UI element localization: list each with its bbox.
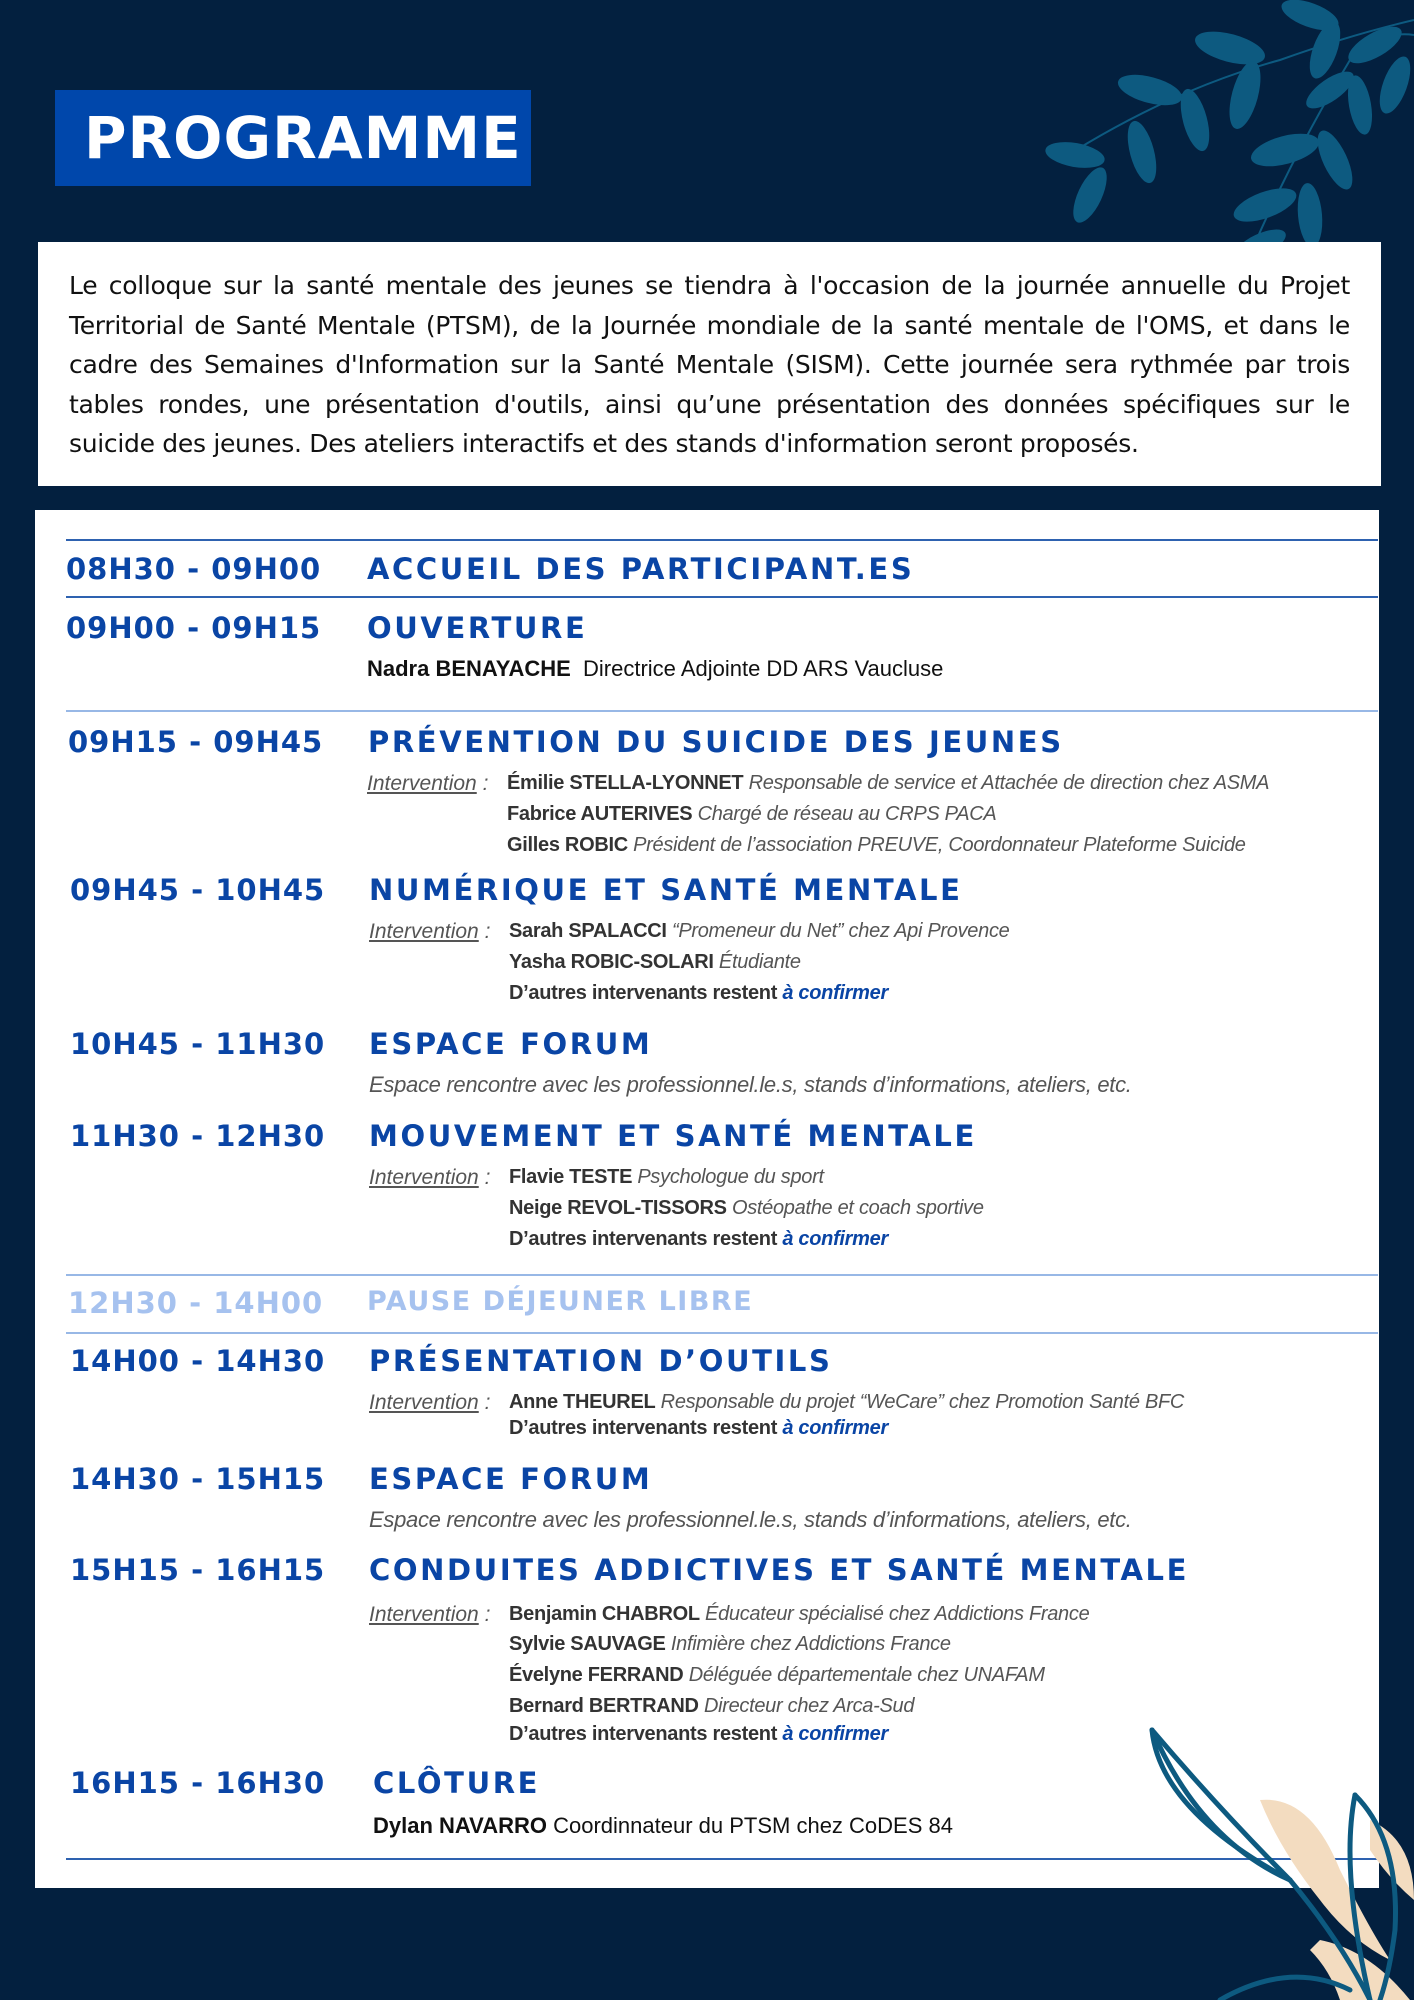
divider: [66, 1332, 1378, 1334]
others-to-confirm: D’autres intervenants restent à confirmer: [509, 982, 888, 1004]
speaker-role: Responsable de service et Attachée de direction chez ASMA: [748, 772, 1270, 794]
intervention-label: Intervention :: [367, 772, 489, 795]
speaker-role: Directeur chez Arca-Sud: [703, 1695, 915, 1717]
speaker-role: Déléguée départementale chez UNAFAM: [688, 1664, 1045, 1686]
speaker-name: Évelyne FERRAND: [509, 1664, 684, 1686]
speaker-role: Étudiante: [718, 951, 801, 973]
speaker: [509, 1633, 951, 1656]
intro-text: Le colloque sur la santé mentale des jeunes se tiendra à l'occasion de la journée annuelle du Projet Territorial de Santé Mentale (PTSM), de la Journée mondiale de la santé mentale de l'OMS, et dans le cadre des Semaines d'Information sur la Santé Mentale (SISM). Cette journée sera rythmée par trois tables rondes, une présentation d'outils, ainsi qu’une présentation des données spécifiques sur le suicide des jeunes. Des ateliers interactifs et des stands d'information seront proposés.: [69, 271, 1350, 458]
session-title: PAUSE DÉJEUNER LIBRE: [367, 1286, 754, 1317]
session-time: 09H15 - 09H45: [68, 725, 324, 759]
speaker-role: Président de l’association PREUVE, Coordonnateur Plateforme Suicide: [633, 834, 1246, 856]
speaker-name: Sarah SPALACCI: [509, 920, 667, 942]
speaker: [507, 834, 1246, 857]
session-title: PRÉSENTATION D’OUTILS: [369, 1344, 833, 1378]
divider: [66, 1274, 1378, 1276]
session-title: ESPACE FORUM: [369, 1027, 653, 1061]
speaker: [507, 772, 1269, 795]
session-time: 09H00 - 09H15: [66, 611, 322, 645]
session-title: ACCUEIL DES PARTICIPANT.ES: [367, 552, 915, 586]
speaker-role: Coordinnateur du PTSM chez CoDES 84: [553, 1813, 953, 1838]
speaker-name: Neige REVOL-TISSORS: [509, 1197, 727, 1219]
speaker: [509, 1391, 1184, 1414]
speaker-name: Gilles ROBIC: [507, 834, 628, 856]
speaker-role: Chargé de réseau au CRPS PACA: [697, 803, 997, 825]
speaker-role: Responsable du projet “WeCare” chez Promotion Santé BFC: [660, 1391, 1185, 1413]
session-time: 09H45 - 10H45: [70, 873, 326, 907]
speaker: [509, 951, 801, 974]
divider: [66, 596, 1378, 598]
session-time: 14H30 - 15H15: [70, 1462, 326, 1496]
speaker-role: Ostéopathe et coach sportive: [731, 1197, 984, 1219]
session-title: CONDUITES ADDICTIVES ET SANTÉ MENTALE: [369, 1553, 1190, 1587]
speaker-name: Nadra BENAYACHE: [367, 656, 571, 681]
programme-title-banner: [55, 90, 531, 186]
speaker-role: “Promeneur du Net” chez Api Provence: [671, 920, 1010, 942]
speaker-name: Yasha ROBIC-SOLARI: [509, 951, 714, 973]
others-to-confirm: D’autres intervenants restent à confirmer: [509, 1723, 888, 1745]
intervention-label: Intervention :: [369, 1603, 491, 1626]
divider: [66, 710, 1378, 712]
to-confirm-text: à confirmer: [782, 1417, 888, 1439]
session-time: 14H00 - 14H30: [70, 1344, 326, 1378]
speaker-name: Émilie STELLA-LYONNET: [507, 772, 744, 794]
speaker-role: Éducateur spécialisé chez Addictions France: [705, 1603, 1090, 1625]
leaf-branch-decoration-icon: [1020, 0, 1414, 260]
intervention-label: Intervention :: [369, 1391, 491, 1414]
session-title: PRÉVENTION DU SUICIDE DES JEUNES: [368, 725, 1064, 759]
session-time: 08H30 - 09H00: [66, 552, 322, 586]
session-title: MOUVEMENT ET SANTÉ MENTALE: [369, 1119, 977, 1153]
speaker: [509, 1695, 914, 1718]
divider: [66, 1858, 1378, 1860]
speaker-name: Anne THEUREL: [509, 1391, 656, 1413]
session-title: NUMÉRIQUE ET SANTÉ MENTALE: [369, 873, 963, 907]
intervention-label: Intervention :: [369, 1166, 491, 1189]
schedule-card: [35, 510, 1379, 1888]
speaker-role: Infimière chez Addictions France: [670, 1633, 951, 1655]
session-time: 10H45 - 11H30: [70, 1027, 326, 1061]
speaker: [373, 1813, 953, 1839]
speaker-name: Bernard BERTRAND: [509, 1695, 699, 1717]
session-title: OUVERTURE: [367, 611, 588, 645]
speaker: [509, 1166, 824, 1189]
speaker: [509, 1197, 984, 1220]
speaker: [509, 920, 1009, 943]
to-confirm-text: à confirmer: [782, 1723, 888, 1745]
divider: [66, 539, 1378, 541]
session-time: 12H30 - 14H00: [68, 1286, 324, 1320]
speaker-name: Benjamin CHABROL: [509, 1603, 700, 1625]
session-description: Espace rencontre avec les professionnel.le.s, stands d’informations, ateliers, etc.: [369, 1072, 1132, 1097]
session-time: 16H15 - 16H30: [70, 1766, 326, 1800]
speaker-name: Sylvie SAUVAGE: [509, 1633, 666, 1655]
speaker-role: Directrice Adjointe DD ARS Vaucluse: [583, 656, 944, 681]
to-confirm-text: à confirmer: [782, 1228, 888, 1250]
speaker: [507, 803, 996, 826]
session-title: CLÔTURE: [373, 1766, 541, 1800]
speaker-name: Fabrice AUTERIVES: [507, 803, 693, 825]
speaker: [509, 1664, 1045, 1687]
session-title: ESPACE FORUM: [369, 1462, 653, 1496]
intro-box: [38, 242, 1381, 486]
page-title: PROGRAMME: [84, 104, 522, 172]
others-to-confirm: D’autres intervenants restent à confirmer: [509, 1417, 888, 1439]
speaker-name: Dylan NAVARRO: [373, 1813, 547, 1838]
speaker: [367, 656, 943, 682]
speaker-role: Psychologue du sport: [637, 1166, 824, 1188]
intervention-label: Intervention :: [369, 920, 491, 943]
session-description: Espace rencontre avec les professionnel.le.s, stands d’informations, ateliers, etc.: [369, 1507, 1132, 1532]
to-confirm-text: à confirmer: [782, 982, 888, 1004]
speaker-name: Flavie TESTE: [509, 1166, 633, 1188]
others-to-confirm: D’autres intervenants restent à confirmer: [509, 1228, 888, 1250]
speaker: [509, 1603, 1089, 1626]
session-time: 11H30 - 12H30: [70, 1119, 326, 1153]
session-time: 15H15 - 16H15: [70, 1553, 326, 1587]
